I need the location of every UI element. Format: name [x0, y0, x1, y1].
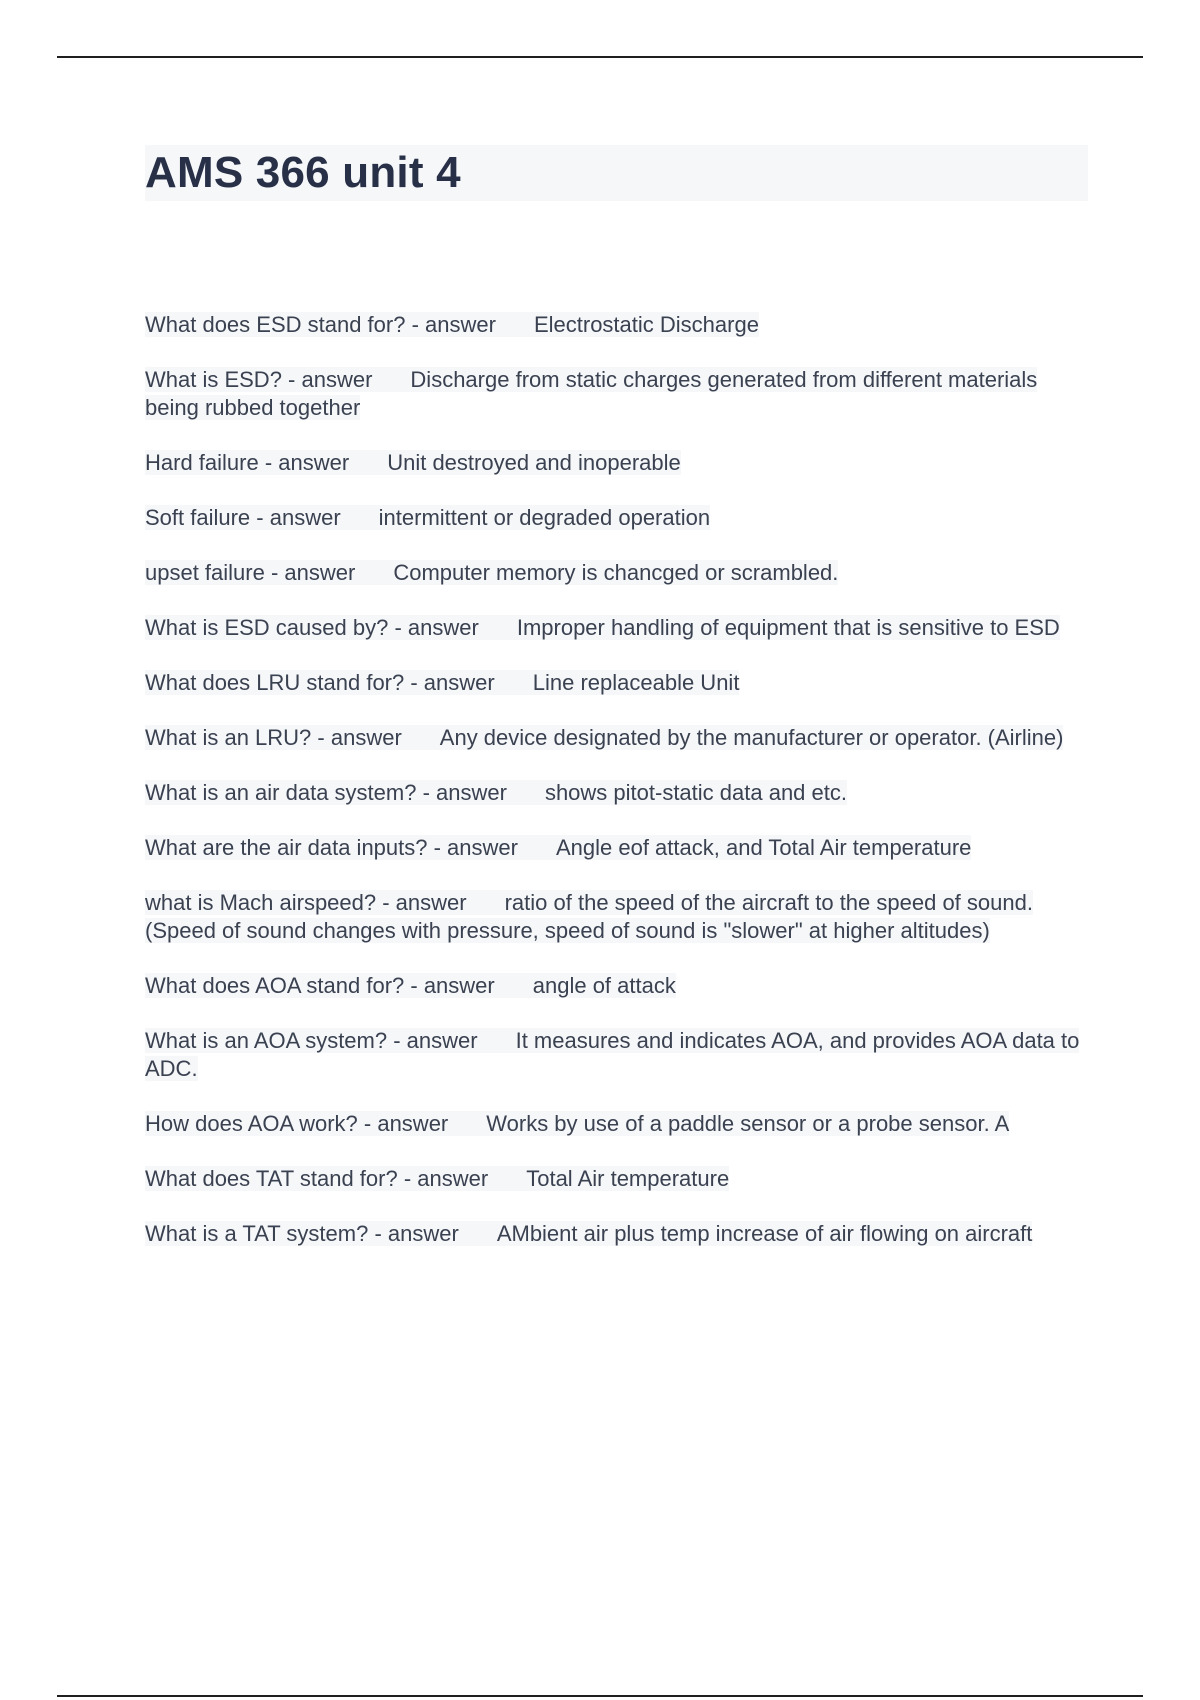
question-text: what is Mach airspeed?	[145, 890, 377, 915]
qa-highlight	[145, 367, 1037, 420]
qa-highlight	[145, 1111, 1009, 1136]
qa-highlight	[145, 560, 838, 585]
question-text: Hard failure	[145, 450, 259, 475]
qa-list	[145, 311, 1090, 1275]
qa-item	[145, 559, 1090, 587]
qa-highlight	[145, 615, 1060, 640]
qa-highlight	[145, 890, 1033, 943]
answer-separator: - answer	[404, 670, 495, 695]
answer-separator: - answer	[387, 1028, 478, 1053]
qa-item	[145, 504, 1090, 532]
qa-item	[145, 724, 1090, 752]
qa-item	[145, 669, 1090, 697]
answer-text: Any device designated by the manufacturer or operator. (Airline)	[439, 725, 1064, 750]
answer-text: shows pitot-static data and etc.	[544, 780, 847, 805]
question-text: What is an LRU?	[145, 725, 312, 750]
qa-highlight	[145, 505, 710, 530]
qa-item	[145, 972, 1090, 1000]
top-rule	[57, 56, 1143, 58]
qa-item	[145, 1165, 1090, 1193]
qa-item	[145, 614, 1090, 642]
answer-separator: - answer	[405, 312, 496, 337]
question-text: What is an AOA system?	[145, 1028, 388, 1053]
qa-item	[145, 1220, 1090, 1248]
answer-separator: - answer	[397, 1166, 489, 1191]
question-text: What does AOA stand for?	[145, 973, 405, 998]
answer-text: AMbient air plus temp increase of air flowing on aircraft	[496, 1221, 1033, 1246]
answer-separator: - answer	[264, 560, 356, 585]
answer-separator: - answer	[281, 367, 373, 392]
answer-text: angle of attack	[532, 973, 676, 998]
question-text: How does AOA work?	[145, 1111, 358, 1136]
answer-separator: - answer	[258, 450, 350, 475]
answer-text: Total Air temperature	[526, 1166, 730, 1191]
qa-item	[145, 834, 1090, 862]
qa-highlight	[145, 1166, 729, 1191]
answer-text: Angle eof attack, and Total Air temperature	[555, 835, 972, 860]
qa-item	[145, 779, 1090, 807]
answer-text: Unit destroyed and inoperable	[387, 450, 681, 475]
answer-text: Works by use of a paddle sensor or a probe sensor. A	[486, 1111, 1010, 1136]
qa-highlight	[145, 780, 847, 805]
qa-item	[145, 1027, 1090, 1083]
answer-text: It measures and indicates AOA, and provides AOA data to ADC.	[145, 1028, 1080, 1081]
answer-text: Line replaceable Unit	[532, 670, 740, 695]
answer-separator: - answer	[311, 725, 402, 750]
qa-highlight	[145, 1221, 1032, 1246]
qa-item	[145, 311, 1090, 339]
answer-separator: - answer	[388, 615, 479, 640]
question-text: What is ESD?	[145, 367, 282, 392]
question-text: What does TAT stand for?	[145, 1166, 398, 1191]
answer-text: ratio of the speed of the aircraft to the speed of sound. (Speed of sound changes with pressure, speed of sound is "slower" at higher altitudes)	[145, 890, 1033, 943]
qa-highlight	[145, 973, 676, 998]
answer-separator: - answer	[357, 1111, 449, 1136]
question-text: Soft failure	[145, 505, 251, 530]
question-text: upset failure	[145, 560, 265, 585]
answer-separator: - answer	[427, 835, 518, 860]
answer-text: Discharge from static charges generated from different materials being rubbed together	[145, 367, 1038, 420]
qa-highlight	[145, 725, 1063, 750]
question-text: What does ESD stand for?	[145, 312, 406, 337]
question-text: What are the air data inputs?	[145, 835, 428, 860]
answer-separator: - answer	[250, 505, 341, 530]
question-text: What is an air data system?	[145, 780, 417, 805]
bottom-rule	[57, 1695, 1143, 1697]
answer-separator: - answer	[404, 973, 495, 998]
answer-separator: - answer	[368, 1221, 459, 1246]
answer-text: Improper handling of equipment that is sensitive to ESD	[516, 615, 1060, 640]
question-text: What is ESD caused by?	[145, 615, 389, 640]
question-text: What is a TAT system?	[145, 1221, 369, 1246]
qa-highlight	[145, 670, 739, 695]
answer-separator: - answer	[416, 780, 507, 805]
answer-separator: - answer	[376, 890, 467, 915]
qa-highlight	[145, 312, 759, 337]
page-title: AMS 366 unit 4	[145, 148, 461, 197]
answer-text: Computer memory is chancged or scrambled.	[393, 560, 839, 585]
qa-item	[145, 449, 1090, 477]
question-text: What does LRU stand for?	[145, 670, 405, 695]
qa-item	[145, 889, 1090, 945]
qa-item	[145, 1110, 1090, 1138]
qa-highlight	[145, 835, 971, 860]
answer-text: intermittent or degraded operation	[378, 505, 711, 530]
qa-item	[145, 366, 1090, 422]
qa-highlight	[145, 450, 681, 475]
answer-text: Electrostatic Discharge	[533, 312, 759, 337]
qa-highlight	[145, 1028, 1079, 1081]
